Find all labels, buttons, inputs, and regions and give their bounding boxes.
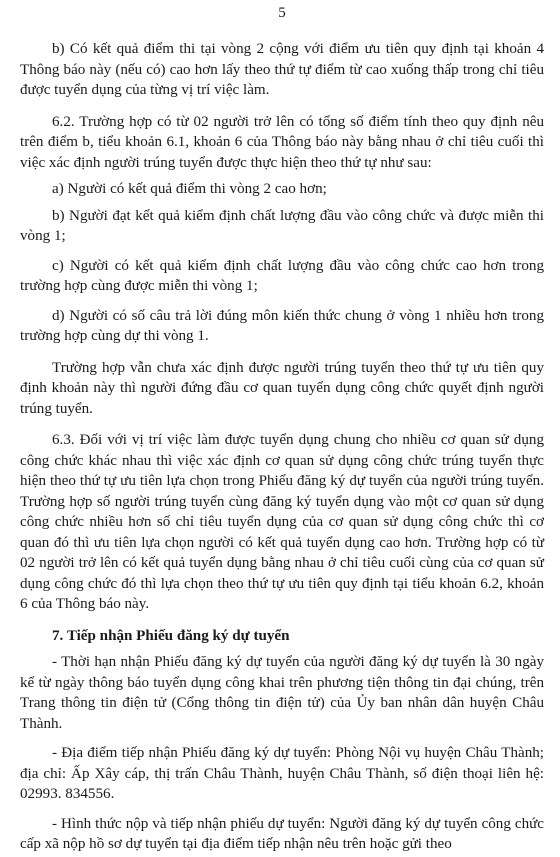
list-item-b: b) Người đạt kết quả kiểm định chất lượng đầu vào công chức và được miễn thi vòng 1; — [20, 207, 544, 244]
paragraph-6-3: 6.3. Đối với vị trí việc làm được tuyển dụng chung cho nhiều cơ quan sử dụng công chức khác nhau thì việc xác định cơ quan sử dụng công chức trúng tuyển thực hiện theo thứ tự ưu tiên lựa chọn trong Phiếu đăng ký dự tuyển của người trúng tuyển. Trường hợp số người trúng tuyển cùng đăng ký tuyển dụng vào một cơ quan sử dụng công chức nhiều hơn số chỉ tiêu tuyển dụng của cơ quan sử dụng công chức thì cơ quan đó thì ưu tiên lựa chọn người có kết quả tuyển dụng cao hơn. Trường hợp có từ 02 người trở lên có kết quả tuyển dụng bằng nhau ở chỉ tiêu cuối cùng của cơ quan sử dụng công chức đó thì lựa chọn theo thứ tự ưu tiên quy định tại tiểu khoản 6.2, khoản 6 của Thông báo này. — [20, 432, 544, 612]
paragraph-undetermined-case: Trường hợp vẫn chưa xác định được người trúng tuyển theo thứ tự ưu tiên quy định khoản này thì người đứng đầu cơ quan tuyển dụng công chức quyết định người trúng tuyển. — [20, 359, 544, 417]
section-7-item-location: - Địa điểm tiếp nhận Phiếu đăng ký dự tuyển: Phòng Nội vụ huyện Châu Thành; địa chỉ: Ấp Xây cáp, thị trấn Châu Thành, huyện Châu Thành, số điện thoại liên hệ: 02993. 834556. — [20, 745, 544, 802]
section-7-item-submission: - Hình thức nộp và tiếp nhận phiếu dự tuyển: Người đăng ký dự tuyển công chức cấp xã nộp hồ sơ dự tuyển tại địa điểm tiếp nhận nêu trên hoặc gửi theo — [20, 815, 544, 852]
section-7-heading: 7. Tiếp nhận Phiếu đăng ký dự tuyển — [52, 627, 290, 644]
list-item-a: a) Người có kết quả điểm thi vòng 2 cao hơn; — [52, 181, 327, 197]
list-item-d: d) Người có số câu trả lời đúng môn kiến thức chung ở vòng 1 nhiều hơn trong trường hợp cùng dự thi vòng 1. — [20, 307, 544, 344]
list-item-c: c) Người có kết quả kiểm định chất lượng đầu vào công chức cao hơn trong trường hợp cùng được miễn thi vòng 1; — [20, 257, 544, 294]
section-7-item-deadline: - Thời hạn nhận Phiếu đăng ký dự tuyển của người đăng ký dự tuyển là 30 ngày kể từ ngày thông báo tuyển dụng công khai trên phương tiện thông tin đại chúng, trên Trang thông tin điện tử (Cổng thông tin điện tử) của Ủy ban nhân dân huyện Châu Thành. — [20, 654, 544, 732]
page-number: 5 — [278, 5, 286, 21]
paragraph-criterion-b: b) Có kết quả điểm thi tại vòng 2 cộng với điểm ưu tiên quy định tại khoản 4 Thông báo này (nếu có) cao hơn lấy theo thứ tự điểm từ cao xuống thấp trong chỉ tiêu được tuyển dụng của từng vị trí việc làm. — [20, 41, 544, 98]
paragraph-6-2: 6.2. Trường hợp có từ 02 người trở lên có tổng số điểm tính theo quy định nêu trên điểm b, tiểu khoản 6.1, khoản 6 của Thông báo này bằng nhau ở chỉ tiêu cuối thì việc xác định người trúng tuyển được thực hiện theo thứ tự như sau: — [20, 113, 544, 171]
